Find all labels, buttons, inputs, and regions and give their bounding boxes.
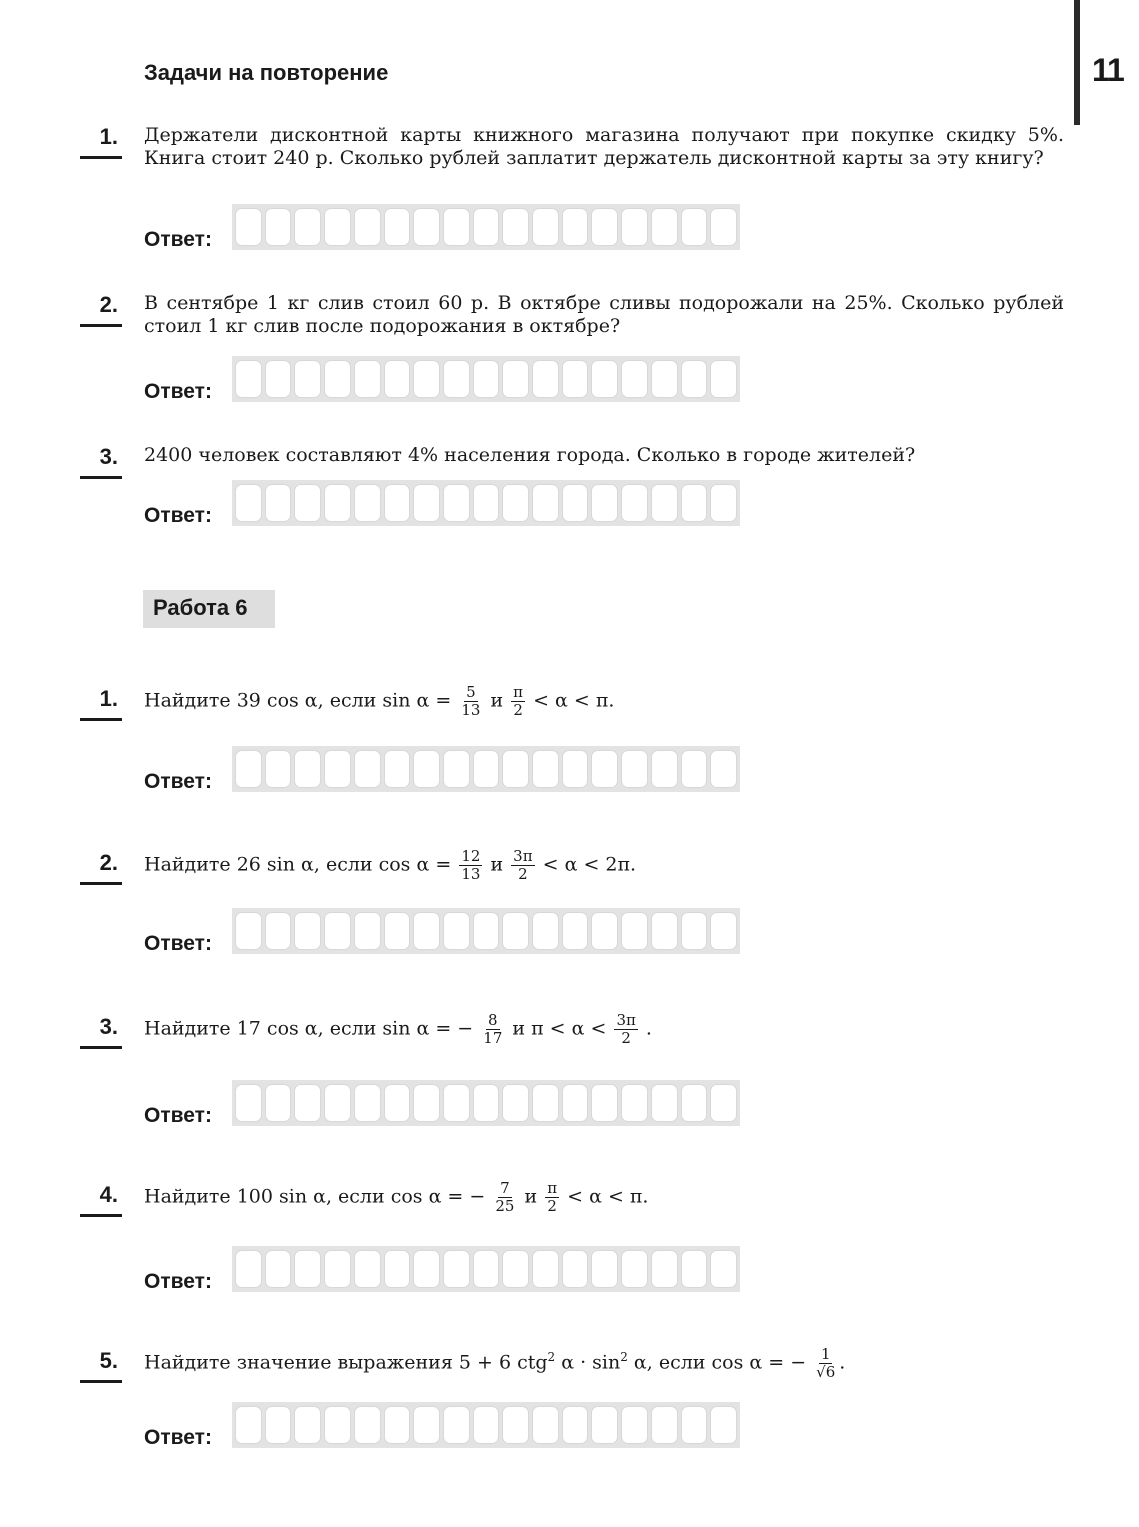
answer-grid[interactable] bbox=[232, 204, 740, 250]
task-text: Найдите 39 cos α, если sin α = $\frac{5}{13}$ и $\frac{\pi}{2}$ < α < π. bbox=[144, 683, 615, 719]
answer-row-review-2 bbox=[0, 356, 1139, 406]
answer-row-work-4 bbox=[0, 1246, 1139, 1296]
task-number: 1. bbox=[80, 684, 122, 721]
answer-grid[interactable] bbox=[232, 1402, 740, 1448]
answer-label: Ответ: bbox=[144, 932, 212, 955]
fraction: $\frac{7}{25}$ bbox=[495, 1179, 515, 1215]
answer-grid[interactable] bbox=[232, 746, 740, 792]
page-number: 11 bbox=[1092, 52, 1124, 88]
fraction: $\frac{8}{17}$ bbox=[483, 1011, 503, 1047]
work-title: Работа 6 bbox=[153, 595, 248, 620]
task-text: 2400 человек составляют 4% населения города. Сколько в городе жителей? bbox=[144, 444, 916, 466]
work-title-badge bbox=[143, 590, 275, 628]
answer-label: Ответ: bbox=[144, 1104, 212, 1127]
task-number: 2. bbox=[80, 290, 122, 327]
answer-row-review-3 bbox=[0, 480, 1139, 530]
answer-grid[interactable] bbox=[232, 908, 740, 954]
task-text: Найдите 100 sin α, если cos α = − $\frac{7}{25}$ и $\frac{\pi}{2}$ < α < π. bbox=[144, 1179, 649, 1215]
answer-grid[interactable] bbox=[232, 480, 740, 526]
answer-label: Ответ: bbox=[144, 504, 212, 527]
fraction: $\frac{5}{13}$ bbox=[461, 683, 481, 719]
task-text: Найдите 17 cos α, если sin α = − $\frac{8}{17}$ и π < α < $\frac{3\pi}{2}$ . bbox=[144, 1011, 652, 1047]
task-text: Найдите 26 sin α, если cos α = $\frac{12}{13}$ и $\frac{3\pi}{2}$ < α < 2π. bbox=[144, 847, 637, 883]
fraction: $\frac{3\pi}{2}$ bbox=[513, 847, 533, 883]
answer-row-work-1 bbox=[0, 746, 1139, 796]
task-text: Держатели дисконтной карты книжного магазина получают при покупке скидку 5%. Книга стоит 240 р. Сколько рублей заплатит держатель дисконтной карты за эту книгу? bbox=[144, 124, 1064, 169]
task-number: 4. bbox=[80, 1180, 122, 1217]
section-heading: Задачи на повторение bbox=[144, 60, 389, 85]
answer-label: Ответ: bbox=[144, 770, 212, 793]
fraction: $\frac{\pi}{2}$ bbox=[547, 1179, 558, 1215]
answer-label: Ответ: bbox=[144, 228, 212, 251]
fraction: $\frac{\pi}{2}$ bbox=[513, 683, 524, 719]
task-number: 5. bbox=[80, 1346, 122, 1383]
answer-grid[interactable] bbox=[232, 356, 740, 402]
task-number: 3. bbox=[80, 1012, 122, 1049]
answer-row-work-2 bbox=[0, 908, 1139, 958]
answer-label: Ответ: bbox=[144, 1270, 212, 1293]
task-text: Найдите значение выражения 5 + 6 ctg$^2$ $\alpha \cdot \sin^2 \alpha$, если cos α = − $\frac{1}{√6}$ . bbox=[144, 1345, 846, 1381]
task-number: 3. bbox=[80, 442, 122, 479]
page-binding-bar bbox=[1074, 0, 1080, 125]
answer-label: Ответ: bbox=[144, 380, 212, 403]
answer-row-work-5 bbox=[0, 1402, 1139, 1452]
answer-row-review-1 bbox=[0, 204, 1139, 254]
task-number: 2. bbox=[80, 848, 122, 885]
fraction: $\frac{12}{13}$ bbox=[461, 847, 481, 883]
fraction: $\frac{3\pi}{2}$ bbox=[616, 1011, 636, 1047]
answer-grid[interactable] bbox=[232, 1080, 740, 1126]
answer-label: Ответ: bbox=[144, 1426, 212, 1449]
task-number: 1. bbox=[80, 122, 122, 159]
answer-row-work-3 bbox=[0, 1080, 1139, 1130]
fraction: $\frac{1}{√6}$ bbox=[816, 1345, 836, 1381]
answer-grid[interactable] bbox=[232, 1246, 740, 1292]
task-text: В сентябре 1 кг слив стоил 60 р. В октябре сливы подорожали на 25%. Сколько рублей стоил 1 кг слив после подорожания в октябре? bbox=[144, 292, 1064, 337]
